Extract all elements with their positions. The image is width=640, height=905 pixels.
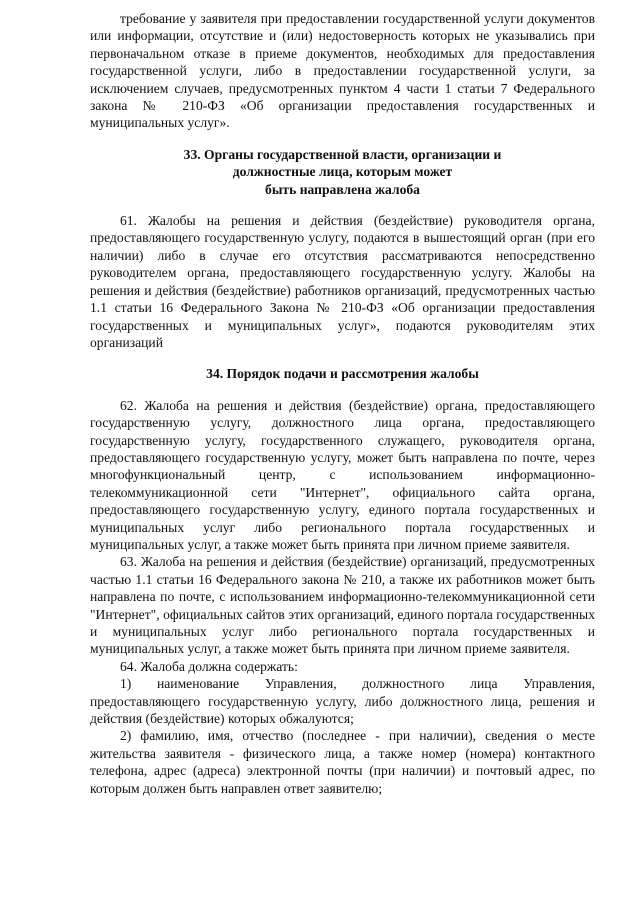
- paragraph-62: 62. Жалоба на решения и действия (бездействие) органа, предоставляющего государственную услугу, должностного лица органа, предоставляющего государственную услугу, государственного служащего, руководителя органа, предоставляющего государственную услугу, может быть направлена по почте, через многофункциональный центр, с использованием информационно-телекоммуникационной сети "Интернет", официального сайта органа, предоставляющего государственную услугу, единого портала государственных и муниципальных услуг либо регионального портала государственных и муниципальных услуг, а также может быть принята при личном приеме заявителя.: [90, 397, 595, 552]
- section-33-title-line-3: быть направлена жалоба: [265, 181, 420, 197]
- intro-paragraph: требование у заявителя при предоставлении государственной услуги документов или информации, отсутствие и (или) недостоверность которых не указывались при первоначальном отказе в приеме документов, необходимых для предоставления государственной услуги, либо в предоставлении государственной услуги, за исключением случаев, предусмотренных пунктом 4 части 1 статьи 7 Федерального закона № 210-ФЗ «Об организации предоставления государственных и муниципальных услуг».: [90, 11, 595, 131]
- paragraph-63: 63. Жалоба на решения и действия (бездействие) организаций, предусмотренных частью 1.1 статьи 16 Федерального закона № 210, а также их работников может быть направлена по почте, с использованием информационно-телекоммуникационной сети "Интернет", официальных сайтов этих организаций, единого портала государственных и муниципальных услуг либо регионального портала государственных и муниципальных услуг, а также может быть принята при личном приеме заявителя.: [90, 554, 595, 657]
- document-page: [90, 10, 595, 797]
- section-33-title-line-2: должностные лица, которым может: [232, 164, 453, 180]
- section-34-heading: [90, 365, 595, 382]
- section-33-title-line-1: 33. Органы государственной власти, организации и: [183, 146, 502, 162]
- section-34-title: 34. Порядок подачи и рассмотрения жалобы: [206, 366, 479, 382]
- paragraph-64: 64. Жалоба должна содержать:: [120, 658, 298, 674]
- paragraph-64-item-2: 2) фамилию, имя, отчество (последнее - при наличии), сведения о месте жительства заявителя - физического лица, а также номер (номера) контактного телефона, адрес (адреса) электронной почты (при наличии) и почтовый адрес, по которым должен быть направлен ответ заявителю;: [90, 728, 595, 796]
- paragraph-64-item-1: 1) наименование Управления, должностного лица Управления, предоставляющего государственную услугу, либо должностного лица, решения и действия (бездействие) которых обжалуются;: [90, 676, 595, 727]
- section-33-heading: [90, 146, 595, 198]
- paragraph-61: 61. Жалобы на решения и действия (бездействие) руководителя органа, предоставляющего государственную услугу, подаются в вышестоящий орган (при его наличии) либо в случае его отсутствия рассматриваются непосредственно руководителем органа, предоставляющего государственную услугу. Жалобы на решения и действия (бездействие) работников организаций, предусмотренных частью 1.1 статьи 16 Федерального Закона № 210-ФЗ «Об организации предоставления государственных и муниципальных услуг», подаются руководителям этих организаций: [90, 213, 595, 350]
